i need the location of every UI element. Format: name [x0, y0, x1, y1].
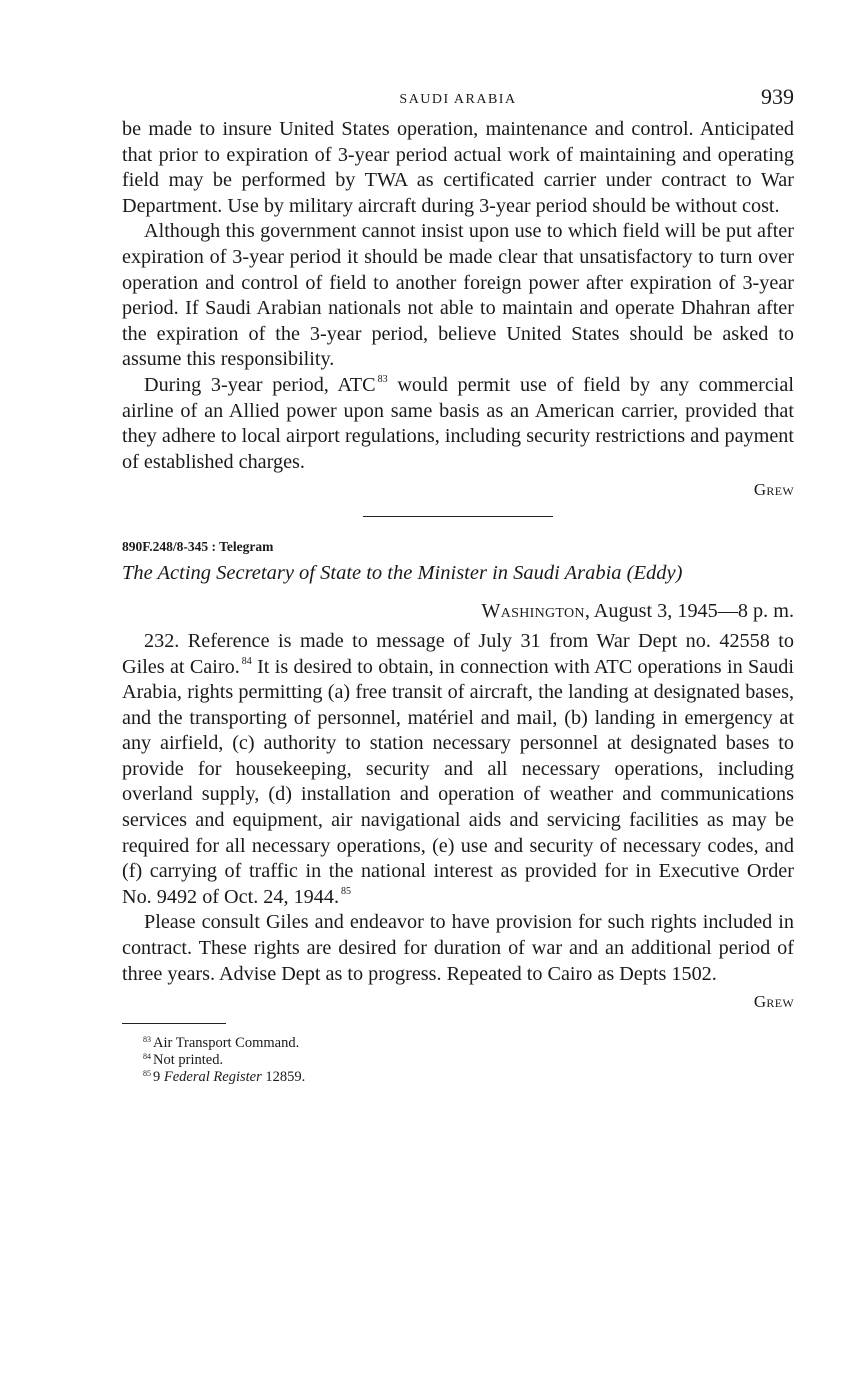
footnote-number: 85	[143, 1069, 151, 1079]
signature-grew: Grew	[753, 480, 794, 500]
file-reference: 890F.248/8-345 : Telegram	[122, 539, 274, 555]
paragraph-text: would permit use of field by any commercial airline of an Allied power upon same basis as an American carrier, provided that they adhere to local airport regulations, including security restrictions and payment of established charges.	[122, 373, 794, 473]
footnote-text: Air Transport Command.	[153, 1035, 300, 1052]
footnote-ref-83: 83	[377, 373, 388, 385]
footnote-number: 83	[143, 1035, 151, 1045]
telegram-paragraph-consult: Please consult Giles and endeavor to have provision for such rights included in contract. These rights are desired for duration of war and an additional period of three years. Advise Dept as to progress. Repeated to Cairo as Depts 1502.	[122, 911, 794, 985]
dateline	[122, 599, 794, 625]
footnote-rule	[122, 1023, 226, 1024]
dateline-place: Washington	[481, 600, 585, 623]
footnote-84	[143, 1052, 794, 1069]
paragraph-text: During 3-year period, ATC	[144, 373, 376, 396]
footnote-83	[143, 1035, 794, 1052]
footnotes	[122, 1035, 794, 1086]
paragraph-text: It is desired to obtain, in connection with ATC operations in Saudi Arabia, rights permitting (a) free transit of aircraft, the landing at designated bases, and the transporting of personnel, matériel and mail, (b) landing in emergency at any airfield, (c) authority to station necessary personnel at designated bases to provide for housekeeping, security and all necessary operations, including overland supply, (d) installation and operation of weather and communications services and equipment, air navigational aids and servicing facilities as may be required for all necessary operations, (e) use and security of necessary codes, and (f) carrying of traffic in the national interest as provided for in Executive Order No. 9492 of Oct. 24, 1944.	[122, 655, 794, 908]
section-divider	[363, 516, 553, 517]
footnote-text: 12859.	[261, 1069, 306, 1086]
telegram-paragraph-rights	[122, 629, 794, 911]
footnote-text: Not printed.	[153, 1052, 224, 1069]
footnote-85	[143, 1069, 794, 1086]
paragraph-continued: be made to insure United States operation, maintenance and control. Anticipated that prior to expiration of 3-year period actual work of maintaining and operating field may be performed by TWA as certificated carrier under contract to War Department. Use by military aircraft during 3-year period should be without cost.	[122, 118, 794, 217]
footnote-text: 9	[153, 1069, 164, 1086]
paragraph-commercial-airlines	[122, 373, 794, 475]
paragraph-responsibility: Although this government cannot insist upon use to which field will be put after expiration of 3-year period it should be made clear that unsatisfactory to turn over operation and control of field to another foreign power after expiration of 3-year period. If Saudi Arabian nationals not able to maintain and operate Dhahran after the expiration of the 3-year period, believe United States should be asked to assume this responsibility.	[122, 220, 794, 371]
footnote-italic-title: Federal Register	[163, 1069, 262, 1086]
document-page	[122, 84, 794, 1086]
document-title: The Acting Secretary of State to the Minister in Saudi Arabia (Eddy)	[122, 562, 683, 585]
running-header	[122, 84, 794, 116]
running-title: SAUDI ARABIA	[399, 92, 517, 107]
signature-grew: Grew	[753, 992, 794, 1012]
footnote-number: 84	[143, 1052, 151, 1062]
paragraph-text: 232. Reference is made to message of July 31 from War Dept no. 42558 to Giles at Cairo.	[122, 629, 794, 678]
dateline-date: , August 3, 1945—8 p. m.	[584, 600, 794, 623]
page-number: 939	[761, 84, 794, 109]
footnote-ref-84: 84	[241, 655, 252, 667]
footnote-ref-85: 85	[341, 885, 351, 897]
